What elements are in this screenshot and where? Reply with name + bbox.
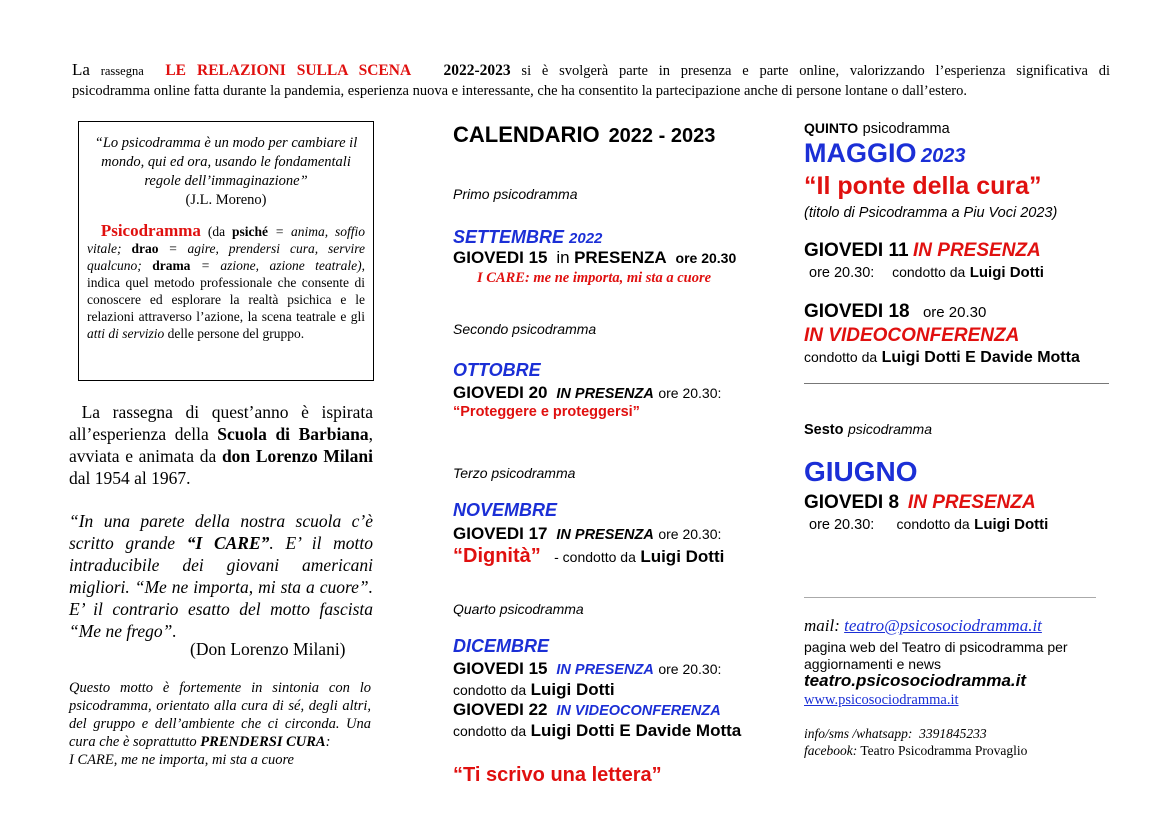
icare-quote [69,510,373,642]
ottobre-day: GIOVEDI 20 [453,383,548,402]
intro-la: La [72,60,90,79]
icare-quote-a: “In una parete della nostra scuola c’è scritto grande [69,511,373,553]
dicembre-title: “Ti scrivo una lettera” [453,764,662,786]
dicembre-day-2: GIOVEDI 22 [453,700,548,719]
dicembre-day-1: GIOVEDI 15 [453,659,548,678]
don-milani: don Lorenzo Milani [221,446,373,466]
intro-line2: psicodramma online fatta durante la pandemia, esperienza nuova e interessante, che ha consentito la partecipazione anche di persone lontane o dall’estero. [72,83,967,99]
icare-author: (Don Lorenzo Milani) [190,639,346,659]
novembre-title: “Dignità” [453,545,541,567]
dicembre-cond-2 [453,721,741,741]
giugno-month: GIUGNO [804,456,918,487]
novembre-name: Luigi Dotti [640,547,725,566]
ottobre-date [453,383,721,403]
sesto-b: psicodramma [847,421,932,437]
mail-row [804,616,1042,636]
prendersi-cura: PRENDERSI CURA [200,734,326,750]
g18-name: Luigi Dotti E Davide Motta [881,349,1080,366]
psicodramma-term: Psicodramma [100,221,201,240]
intro-years: 2022-2023 [443,62,511,79]
g8-date [804,492,1036,514]
g18-date [804,301,986,323]
g8-name: Luigi Dotti [974,516,1049,533]
moreno-author: (J.L. Moreno) [185,192,267,208]
terzo-label: Terzo psicodramma [453,465,576,481]
intro-paragraph [72,60,1110,101]
settembre-day: GIOVEDI 15 [453,248,548,267]
barbiana-text-c: dal 1954 al 1967. [69,468,191,488]
primo-label: Primo psicodramma [453,186,578,202]
g8-time: ore 20.30: [809,517,875,533]
facebook-value: Teatro Psicodramma Provaglio [860,743,1028,758]
g11-date [804,240,1041,262]
dicembre-name-2: Luigi Dotti E Davide Motta [530,721,742,740]
divider-2 [804,597,1096,598]
settembre-title: I CARE: me ne importa, mi sta a cuore [477,270,712,286]
motto-text-b: : [325,734,331,750]
dicembre-name-1: Luigi Dotti [530,680,615,699]
g18-cond-label: condotto da [804,349,878,365]
settembre-date [453,248,736,268]
psicodramma-definition [87,222,365,342]
ponte-subtitle: (titolo di Psicodramma a Piu Voci 2023) [804,205,1058,221]
def-part-3: = agire, prendersi cura, servire qualcuno; [87,241,366,273]
intro-title: LE RELAZIONI SULLA SCENA [165,62,412,79]
novembre-month: NOVEMBRE [453,500,558,520]
ottobre-time: ore 20.30: [658,385,722,401]
info-row [804,726,987,742]
barbiana-text-a: La rassegna di quest’anno è ispirata all’esperienza della [69,402,373,444]
info-number: 3391845233 [919,726,987,741]
def-part-2: = anima, soffio vitale; [87,224,366,256]
g11-mode: IN PRESENZA [913,240,1041,261]
def-part-1: (da [207,224,226,239]
settembre-in: in [556,248,570,267]
novembre-time: ore 20.30: [658,526,722,542]
g11-name: Luigi Dotti [969,264,1044,281]
dicembre-cond-label-2: condotto da [453,723,527,739]
dicembre-date-2 [453,700,721,720]
g11-cond [809,264,1044,282]
sesto-label [804,421,932,439]
dicembre-date-1 [453,659,721,679]
g8-cond [809,516,1048,534]
g11-day: GIOVEDI 11 [804,240,909,261]
motto-text-a: Questo motto è fortemente in sintonia con lo psicodramma, orientato alla cura di sé, degli altri, del gruppo e dell’ambiente che ci circonda. Una cura che è soprattutto [69,680,371,750]
g18-cond [804,349,1080,367]
settembre-month [453,227,602,248]
secondo-label: Secondo psicodramma [453,321,597,337]
facebook-label: facebook: [804,743,858,758]
calendar-years: 2022 - 2023 [608,125,716,147]
dicembre-cond-1 [453,680,615,700]
barbiana-paragraph [69,401,373,489]
quinto-label [804,120,950,138]
intro-rest: si è svolgerà parte in presenza e parte online, valorizzando l’esperienza significativa di [521,63,1111,79]
novembre-mode: IN PRESENZA [556,527,654,543]
dicembre-mode-1: IN PRESENZA [556,662,654,678]
ottobre-mode: IN PRESENZA [556,386,654,402]
g8-mode: IN PRESENZA [907,492,1036,513]
def-drao: drao [131,241,159,256]
g8-cond-label: condotto da [896,516,970,532]
icare-quote-b: . E’ il motto intraducibile dei giovani americani migliori. “Me ne importa, mi sta a cuore”. E’ il contrario esatto del motto fascista “Me ne frego”. [69,533,374,641]
web-site-name: teatro.psicosociodramma.it [804,671,1027,690]
calendar-heading-label: CALENDARIO [453,122,600,147]
g8-day: GIOVEDI 8 [804,492,900,513]
settembre-presenza: PRESENZA [574,248,667,267]
web-link[interactable]: www.psicosociodramma.it [804,692,959,708]
ponte-title: “Il ponte della cura” [804,172,1042,200]
def-part-6: delle persone del gruppo. [167,326,305,341]
icare-motto: “I CARE” [186,533,270,553]
calendar-heading [453,122,715,148]
barbiana-text-b: , avviata e animata da [69,424,373,466]
dicembre-month: DICEMBRE [453,636,550,656]
maggio-label: MAGGIO [804,138,917,168]
mail-link[interactable]: teatro@psicosociodramma.it [844,616,1042,635]
def-part-5: , indica quel metodo professionale che consente di conoscere ed esplorare la realtà psichica e le relazioni attraverso l’azione, la scena teatrale e gli [87,258,366,324]
g18-mode: IN VIDEOCONFERENZA [804,325,1020,346]
g11-cond-label: condotto da [892,264,966,280]
web-description: pagina web del Teatro di psicodramma per aggiornamenti e news [804,639,1068,672]
settembre-time: ore 20.30 [675,250,737,266]
quinto-a: QUINTO [804,120,859,136]
dicembre-time-1: ore 20.30: [658,661,722,677]
dicembre-cond-label-1: condotto da [453,682,527,698]
def-atti: atti di servizio [87,326,165,341]
divider-1 [804,383,1109,384]
quote-box [78,121,374,381]
novembre-day: GIOVEDI 17 [453,524,548,543]
ottobre-month: OTTOBRE [453,360,541,380]
intro-rassegna: rassegna [100,64,144,78]
settembre-label: SETTEMBRE [453,227,565,247]
novembre-title-row [453,545,724,568]
info-label: info/sms /whatsapp: [804,726,913,741]
g11-time: ore 20.30: [809,265,875,281]
ottobre-title: “Proteggere e proteggersi” [453,404,640,420]
facebook-row [804,743,1027,759]
motto-paragraph [69,679,371,769]
g18-time: ore 20.30 [922,304,987,321]
dicembre-mode-2: IN VIDEOCONFERENZA [556,703,721,719]
novembre-cond: - condotto da [554,549,636,565]
maggio-year: 2023 [920,145,966,167]
def-psiche: psiché [232,224,269,239]
g18-day: GIOVEDI 18 [804,301,910,322]
settembre-year: 2022 [569,230,603,247]
quinto-b: psicodramma [862,121,950,137]
maggio-month [804,138,965,169]
mail-label: mail: [804,616,840,635]
def-drama: drama [152,258,191,273]
novembre-date [453,524,721,544]
scuola-barbiana: Scuola di Barbiana [217,424,369,444]
def-part-4: = azione, azione teatrale) [200,258,362,273]
moreno-quote: “Lo psicodramma è un modo per cambiare il mondo, qui ed ora, usando le fondamentali regole dell’immaginazione” [94,135,358,189]
quarto-label: Quarto psicodramma [453,601,584,617]
motto-text-c: I CARE, me ne importa, mi sta a cuore [69,752,294,768]
sesto-a: Sesto [804,422,844,438]
